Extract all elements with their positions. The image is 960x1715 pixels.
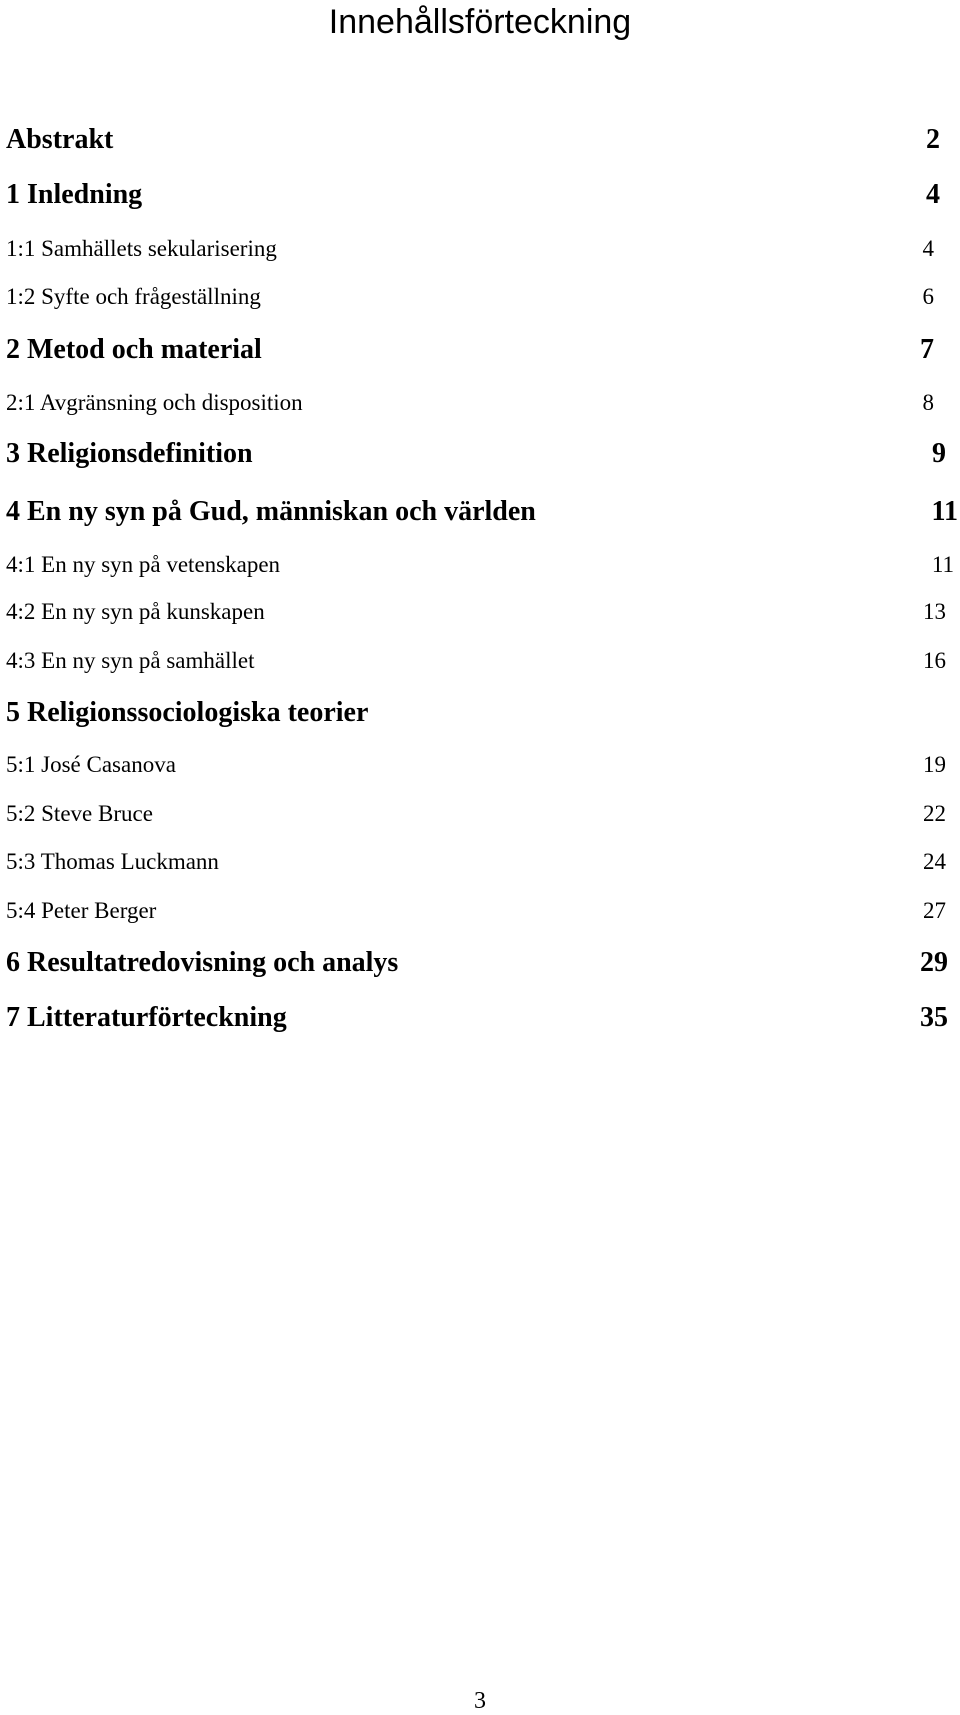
toc-entry-inledning[interactable]: 1 Inledning [6, 179, 143, 210]
page-title: Innehållsförteckning [328, 3, 632, 41]
toc-entry-resultatredovisning[interactable]: 6 Resultatredovisning och analys [6, 947, 399, 978]
toc-entry-berger[interactable]: 5:4 Peter Berger [6, 898, 157, 923]
toc-page-syfte: 6 [922, 284, 934, 309]
toc-page-luckmann: 24 [923, 849, 946, 874]
toc-entry-ny-syn-gud[interactable]: 4 En ny syn på Gud, människan och världen [6, 496, 536, 527]
toc-entry-samhallets-sekularisering[interactable]: 1:1 Samhällets sekularisering [6, 236, 277, 261]
toc-page-berger: 27 [923, 898, 946, 923]
toc-page-samhallet: 16 [923, 648, 946, 673]
toc-page-avgransning: 8 [922, 390, 934, 415]
toc-entry-metod[interactable]: 2 Metod och material [6, 334, 262, 365]
toc-entry-bruce[interactable]: 5:2 Steve Bruce [6, 801, 153, 826]
toc-page-litteraturforteckning: 35 [920, 1002, 948, 1033]
toc-page-inledning: 4 [926, 179, 940, 210]
toc-page-ny-syn-gud: 11 [931, 496, 958, 527]
toc-page-samhallets-sekularisering: 4 [922, 236, 934, 261]
toc-entry-religionsdefinition[interactable]: 3 Religionsdefinition [6, 438, 253, 469]
toc-page-kunskapen: 13 [923, 599, 946, 624]
toc-entry-religionssociologiska-teorier[interactable]: 5 Religionssociologiska teorier [6, 697, 369, 728]
toc-entry-litteraturforteckning[interactable]: 7 Litteraturförteckning [6, 1002, 287, 1033]
toc-entry-casanova[interactable]: 5:1 José Casanova [6, 752, 176, 777]
toc-page-religionsdefinition: 9 [932, 438, 946, 469]
toc-entry-luckmann[interactable]: 5:3 Thomas Luckmann [6, 849, 219, 874]
toc-page-metod: 7 [920, 334, 934, 365]
toc-entry-kunskapen[interactable]: 4:2 En ny syn på kunskapen [6, 599, 265, 624]
toc-entry-abstrakt[interactable]: Abstrakt [6, 124, 114, 155]
toc-entry-samhallet[interactable]: 4:3 En ny syn på samhället [6, 648, 255, 673]
toc-entry-vetenskapen[interactable]: 4:1 En ny syn på vetenskapen [6, 552, 281, 577]
toc-entry-syfte[interactable]: 1:2 Syfte och frågeställning [6, 284, 261, 309]
toc-page-casanova: 19 [923, 752, 946, 777]
toc-page-vetenskapen: 11 [931, 552, 954, 577]
toc-page-resultatredovisning: 29 [920, 947, 948, 978]
toc-entry-avgransning[interactable]: 2:1 Avgränsning och disposition [6, 390, 303, 415]
toc-page-bruce: 22 [923, 801, 946, 826]
page-number: 3 [474, 1688, 486, 1714]
toc-page-abstrakt: 2 [926, 124, 940, 155]
